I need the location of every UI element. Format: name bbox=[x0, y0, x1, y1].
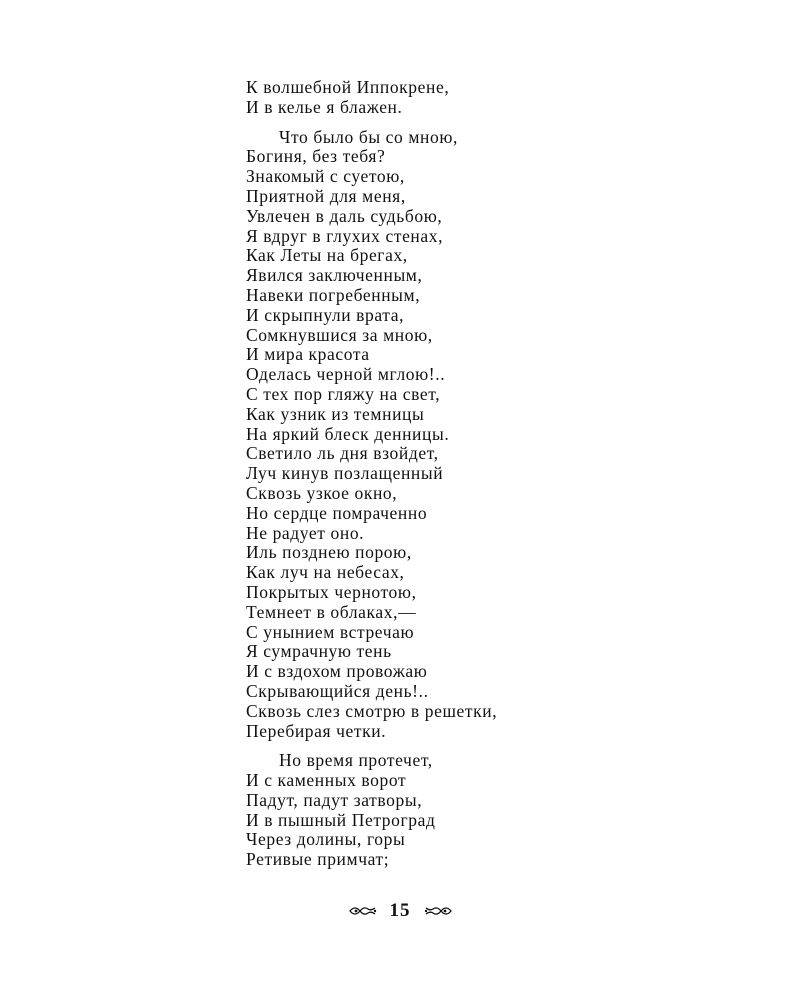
verse-line: Луч кинув позлащенный bbox=[246, 463, 444, 484]
stanza-2 bbox=[246, 128, 666, 742]
fleuron-left-icon bbox=[348, 903, 378, 919]
verse-line: Навеки погребенным, bbox=[246, 284, 421, 305]
stanza-3 bbox=[246, 751, 666, 870]
verse-line: Как луч на небесах, bbox=[246, 562, 405, 583]
verse-line: Что было бы со мною, bbox=[279, 126, 459, 147]
page-footer bbox=[0, 900, 800, 922]
poem-text bbox=[246, 78, 666, 870]
verse-line: Явился заключенным, bbox=[246, 265, 423, 286]
verse-line: Как узник из темницы bbox=[246, 403, 425, 424]
verse-line: К волшебной Иппокрене, bbox=[246, 77, 450, 97]
verse-line: Скрывающийся день!.. bbox=[246, 680, 429, 701]
verse-line: Я сумрачную тень bbox=[246, 641, 392, 662]
verse-line: Я вдруг в глухих стенах, bbox=[246, 225, 444, 246]
verse-line: Покрытых чернотою, bbox=[246, 581, 417, 602]
verse-line: Сквозь слез смотрю в решетки, bbox=[246, 700, 498, 721]
verse-line: Не радует оно. bbox=[246, 522, 365, 543]
verse-line: Светило ль дня взойдет, bbox=[246, 443, 439, 464]
verse-line: И с вздохом провожаю bbox=[246, 661, 428, 682]
verse-line: Как Леты на брегах, bbox=[246, 245, 408, 266]
verse-line: И в келье я блажен. bbox=[246, 96, 403, 117]
verse-line: Падут, падут затворы, bbox=[246, 789, 423, 810]
verse-line: Темнеет в облаках,— bbox=[246, 601, 417, 622]
verse-line: И мира красота bbox=[246, 344, 370, 365]
verse-line: И скрыпнули врата, bbox=[246, 304, 405, 325]
verse-line: На яркий блеск денницы. bbox=[246, 423, 450, 444]
verse-line: С тех пор гляжу на свет, bbox=[246, 383, 441, 404]
verse-line: Через долины, горы bbox=[246, 829, 406, 850]
page-number: 15 bbox=[389, 900, 411, 921]
verse-line: Знакомый с суетою, bbox=[246, 166, 405, 187]
fleuron-right-icon bbox=[423, 903, 453, 919]
verse-line: Ретивые примчат; bbox=[246, 849, 390, 870]
verse-line: С унынием встречаю bbox=[246, 621, 415, 642]
stanza-1 bbox=[246, 78, 666, 118]
verse-line: Иль позднею порою, bbox=[246, 542, 412, 563]
verse-line: Сомкнувшися за мною, bbox=[246, 324, 433, 345]
verse-line: Приятной для меня, bbox=[246, 185, 406, 206]
verse-line: Сквозь узкое окно, bbox=[246, 482, 398, 503]
verse-line: Увлечен в даль судьбою, bbox=[246, 205, 443, 226]
verse-line: И с каменных ворот bbox=[246, 770, 407, 791]
verse-line: Богиня, без тебя? bbox=[246, 146, 386, 167]
verse-line: Оделась черной мглою!.. bbox=[246, 364, 446, 385]
verse-line: Перебирая четки. bbox=[246, 720, 387, 741]
verse-line: И в пышный Петроград bbox=[246, 809, 436, 830]
verse-line: Но время протечет, bbox=[279, 750, 433, 771]
verse-line: Но сердце помраченно bbox=[246, 502, 428, 523]
